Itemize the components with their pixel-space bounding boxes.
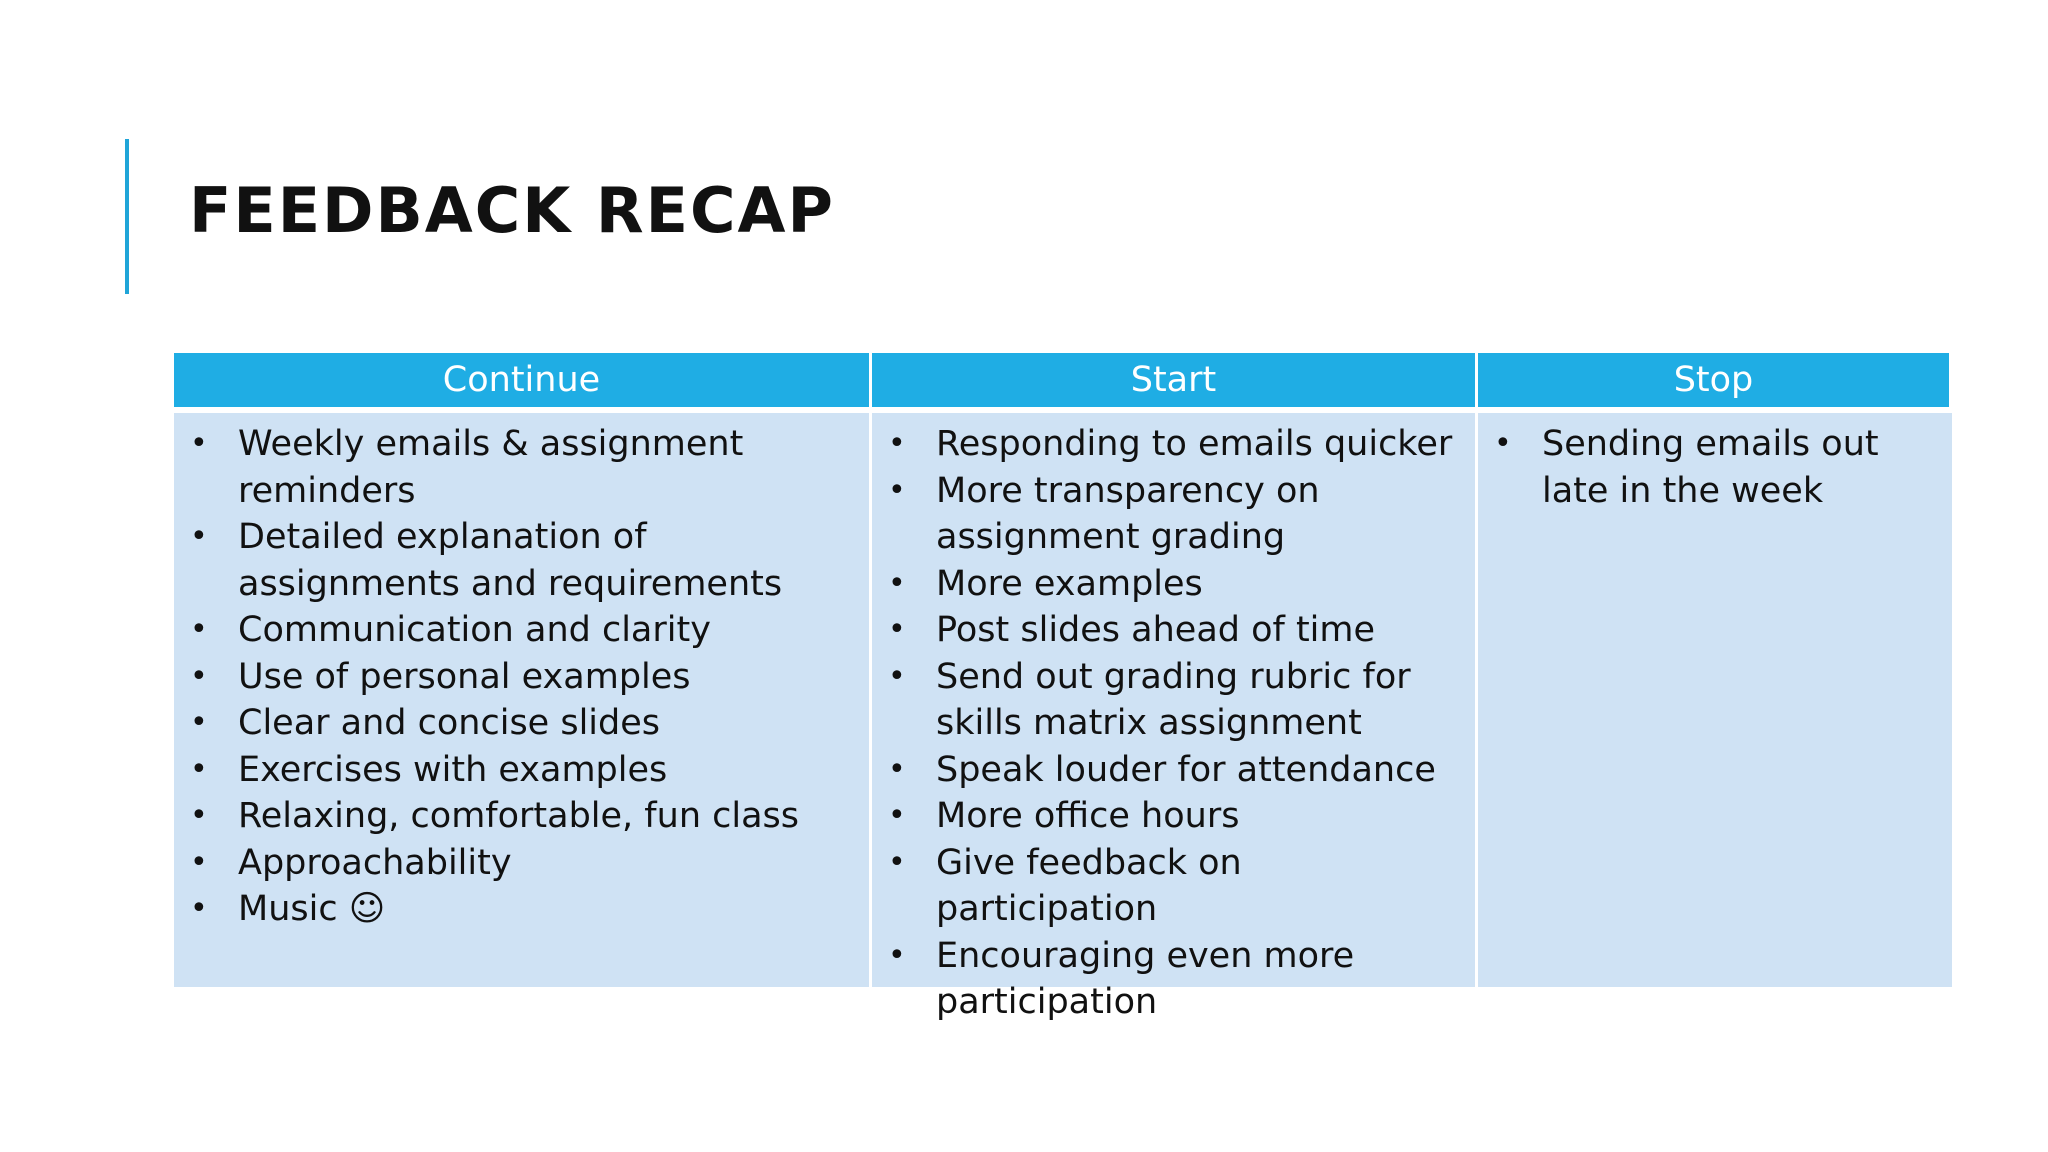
list-item: • Weekly emails & assignment reminders <box>186 421 859 514</box>
list-item: • Exercises with examples <box>186 747 859 794</box>
list-item: • Communication and clarity <box>186 607 859 654</box>
column-continue <box>174 413 872 987</box>
column-start <box>872 413 1478 1022</box>
header-stop: Stop <box>1478 353 1952 413</box>
list-item: • Encouraging even more participation <box>884 933 1465 1026</box>
list-item: • Responding to emails quicker <box>884 421 1465 468</box>
list-item: • Detailed explanation of assignments and requirements <box>186 514 859 607</box>
list-item: • Relaxing, comfortable, fun class <box>186 793 859 840</box>
list-item: • Music ☺ <box>186 886 859 933</box>
list-item: • More examples <box>884 561 1465 608</box>
header-continue: Continue <box>174 353 872 413</box>
title-accent-bar <box>125 139 129 294</box>
list-item: • Post slides ahead of time <box>884 607 1465 654</box>
list-item: • Use of personal examples <box>186 654 859 701</box>
list-item: • Approachability <box>186 840 859 887</box>
header-start: Start <box>872 353 1478 413</box>
list-item: • Clear and concise slides <box>186 700 859 747</box>
feedback-table <box>174 353 1952 1022</box>
list-item: • Give feedback on participation <box>884 840 1465 933</box>
list-item: • Speak louder for attendance <box>884 747 1465 794</box>
list-item: • More transparency on assignment grading <box>884 468 1465 561</box>
list-item: • Sending emails out late in the week <box>1490 421 1942 514</box>
list-item: • More office hours <box>884 793 1465 840</box>
list-item: • Send out grading rubric for skills matrix assignment <box>884 654 1465 747</box>
slide-title: FEEDBACK RECAP <box>189 174 835 247</box>
column-stop <box>1478 413 1952 987</box>
